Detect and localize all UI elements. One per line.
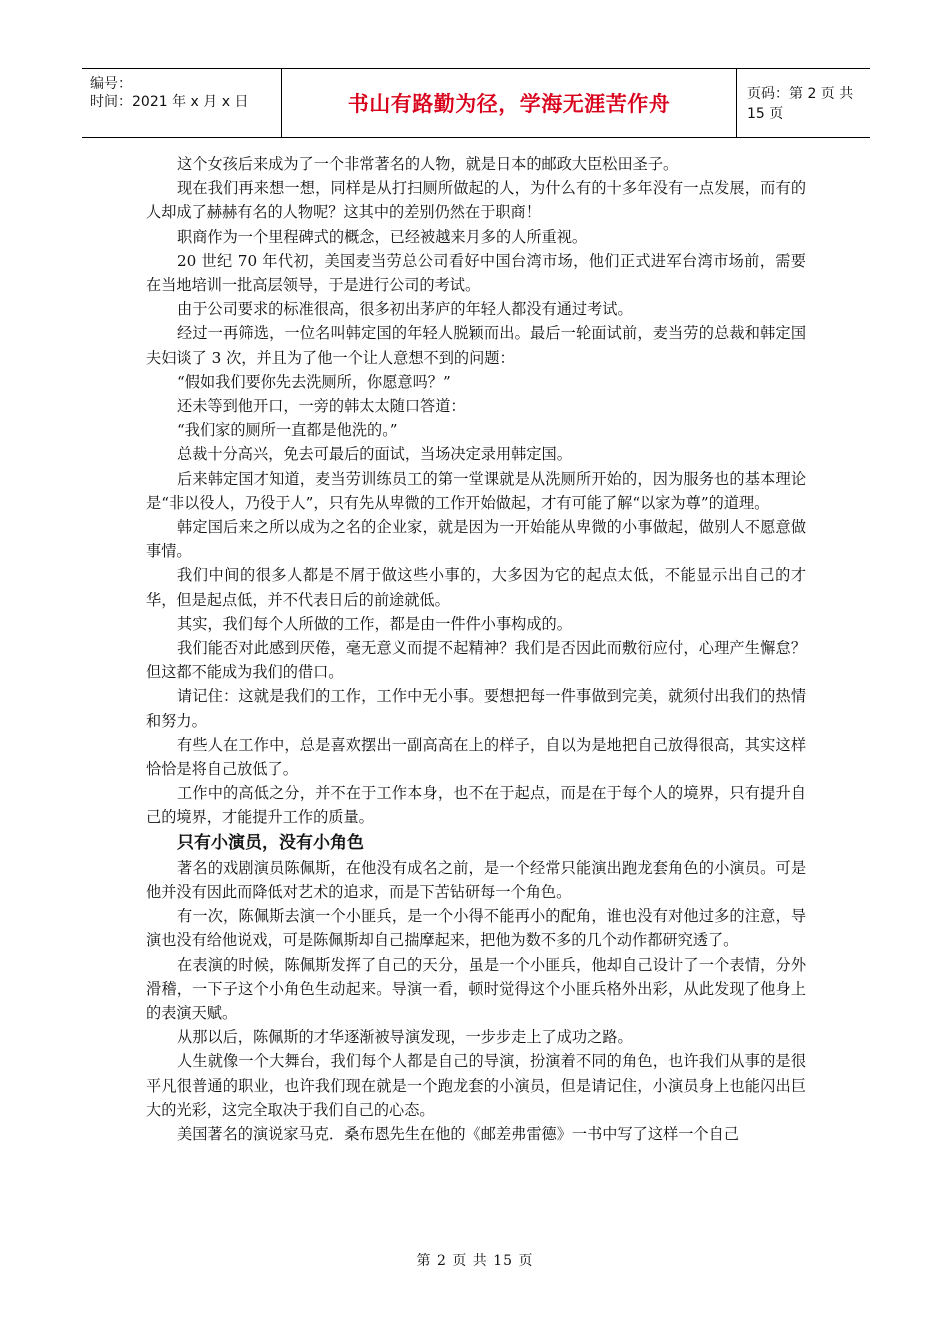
paragraph: 经过一再筛选，一位名叫韩定国的年轻人脱颖而出。最后一轮面试前，麦当劳的总裁和韩定国夫妇谈了 3 次，并且为了他一个让人意想不到的问题： [146, 324, 806, 367]
paragraph: 有些人在工作中，总是喜欢摆出一副高高在上的样子，自以为是地把自己放得很高，其实这样恰恰是将自己放低了。 [146, 735, 806, 779]
paragraph: 在表演的时候，陈佩斯发挥了自己的天分，虽是一个小匪兵，他却自己设计了一个表情，分外滑稽，一下子这个小角色生动起来。导演一看，顿时觉得这个小匪兵格外出彩，从此发现了他身上的表演天赋。 [146, 955, 806, 1022]
section-heading: 只有小演员，没有小角色 [177, 832, 364, 853]
paragraph: 人生就像一个大舞台，我们每个人都是自己的导演，扮演着不同的角色，也许我们从事的是很平凡很普通的职业，也许我们现在就是一个跑龙套的小演员，但是请记住，小演员身上也能闪出巨大的光彩，这完全取决于我们自己的心态。 [146, 1052, 806, 1119]
paragraph: 有一次，陈佩斯去演一个小匪兵，是一个小得不能再小的配角，谁也没有对他过多的注意，导演也没有给他说戏，可是陈佩斯却自己揣摩起来，把他为数不多的几个动作都研究透了。 [146, 907, 806, 950]
doc-number-label: 编号： [90, 76, 132, 92]
paragraph: 由于公司要求的标准很高，很多初出茅庐的年轻人都没有通过考试。 [177, 300, 633, 319]
header-motto-cell [282, 69, 737, 137]
document-body [146, 152, 806, 1146]
page-header [82, 68, 870, 138]
paragraph: 从那以后，陈佩斯的才华逐渐被导演发现，一步步走上了成功之路。 [177, 1028, 633, 1047]
paragraph: 还未等到他开口，一旁的韩太太随口答道： [177, 397, 466, 416]
paragraph: 总裁十分高兴，免去可最后的面试，当场决定录用韩定国。 [177, 445, 572, 464]
paragraph: 韩定国后来之所以成为之名的企业家，就是因为一开始能从卑微的小事做起，做别人不愿意做事情。 [146, 518, 806, 561]
header-meta-cell [82, 69, 282, 137]
page-footer: 第 2 页 共 15 页 [416, 1253, 534, 1269]
paragraph: “我们家的厕所一直都是他洗的。” [177, 421, 398, 440]
paragraph: 其实，我们每个人所做的工作，都是由一件件小事构成的。 [177, 614, 572, 633]
paragraph: 请记住：这就是我们的工作，工作中无小事。要想把每一件事做到完美，就须付出我们的热情和努力。 [146, 687, 806, 730]
paragraph: 工作中的高低之分，并不在于工作本身，也不在于起点，而是在于每个人的境界，只有提升自己的境界，才能提升工作的质量。 [146, 784, 806, 827]
paragraph: 我们能否对此感到厌倦，毫无意义而提不起精神？我们是否因此而敷衍应付，心理产生懈怠？但这都不能成为我们的借口。 [146, 639, 806, 682]
paragraph: 后来韩定国才知道，麦当劳训练员工的第一堂课就是从洗厕所开始的，因为服务也的基本理论是“非以役人，乃役于人”，只有先从卑微的工作开始做起，才有可能了解“以家为尊”的道理。 [146, 469, 806, 512]
header-page-cell [737, 69, 870, 137]
paragraph: 美国著名的演说家马克．桑布恩先生在他的《邮差弗雷德》一书中写了这样一个自己 [177, 1124, 739, 1143]
paragraph: 这个女孩后来成为了一个非常著名的人物，就是日本的邮政大臣松田圣子。 [177, 155, 679, 173]
paragraph: 现在我们再来想一想，同样是从打扫厕所做起的人，为什么有的十多年没有一点发展，而有的人却成了赫赫有名的人物呢？这其中的差别仍然在于职商！ [146, 179, 806, 222]
header-motto: 书山有路勤为径，学海无涯苦作舟 [347, 92, 671, 116]
paragraph: 我们中间的很多人都是不屑于做这些小事的，大多因为它的起点太低，不能显示出自己的才华，但是起点低，并不代表日后的前途就低。 [146, 566, 806, 609]
paragraph: 职商作为一个里程碑式的概念，已经被越来月多的人所重视。 [177, 227, 588, 246]
header-page-number: 页码：第 2 页 共 15 页 [747, 86, 854, 122]
paragraph: 20 世纪 70 年代初，美国麦当劳总公司看好中国台湾市场，他们正式进军台湾市场前，需要在当地培训一批高层领导，于是进行公司的考试。 [146, 251, 806, 295]
paragraph: “假如我们要你先去洗厕所，你愿意吗？” [177, 372, 451, 391]
doc-time-label: 时间：2021 年 x 月 x 日 [90, 94, 249, 110]
paragraph: 著名的戏剧演员陈佩斯，在他没有成名之前，是一个经常只能演出跑龙套角色的小演员。可是他并没有因此而降低对艺术的追求，而是下苦钻研每一个角色。 [146, 858, 806, 901]
